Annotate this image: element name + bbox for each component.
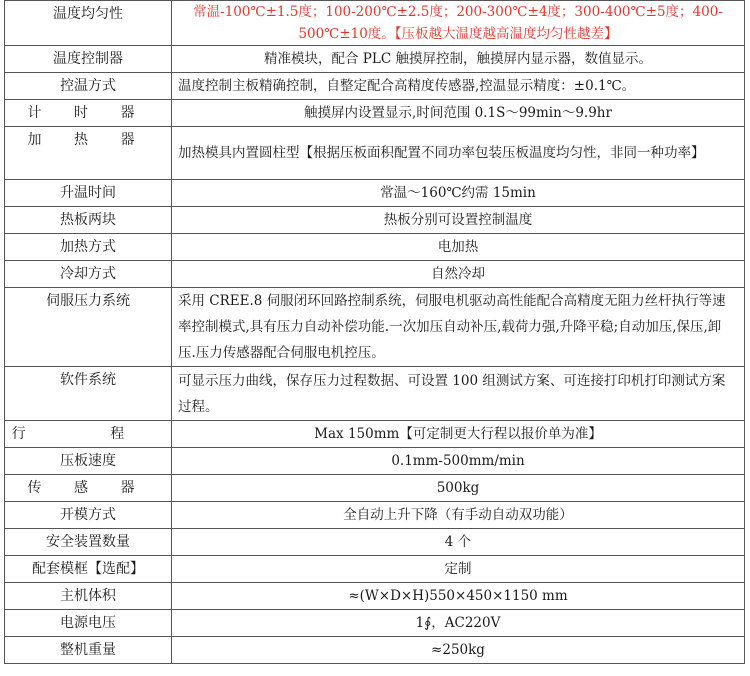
spec-table (4, 0, 745, 664)
spec-label: 加 热 器 (5, 127, 172, 180)
spec-label: 电源电压 (5, 610, 172, 637)
spec-value: 热板分别可设置控制温度 (172, 207, 745, 234)
spec-label: 伺服压力系统 (5, 288, 172, 367)
table-row (5, 127, 745, 180)
spec-value: 4 个 (172, 529, 745, 556)
table-row (5, 448, 745, 475)
spec-value: 触摸屏内设置显示,时间范围 0.1S～99min～9.9hr (172, 100, 745, 127)
spec-value: 500kg (172, 475, 745, 502)
spec-label: 温度均匀性 (5, 1, 172, 46)
spec-value: 采用 CREE.8 伺服闭环回路控制系统，伺服电机驱动高性能配合高精度无阻力丝杆执行等速率控制模式,具有压力自动补偿功能.一次加压自动补压,载荷力强,升降平稳;自动加压,保压,卸压.压力传感器配合伺服电机控压。 (172, 288, 745, 367)
spec-value: 常温～160℃约需 15min (172, 180, 745, 207)
table-row (5, 180, 745, 207)
spec-value: 温度控制主板精确控制，自整定配合高精度传感器,控温显示精度：±0.1℃。 (172, 73, 745, 100)
spec-value: 1∮，AC220V (172, 610, 745, 637)
spec-label: 传 感 器 (5, 475, 172, 502)
spec-label: 行 程 (5, 421, 172, 448)
spec-label: 压板速度 (5, 448, 172, 475)
table-row (5, 583, 745, 610)
table-row (5, 234, 745, 261)
spec-value: 精准模块，配合 PLC 触摸屏控制，触摸屏内显示器，数值显示。 (172, 46, 745, 73)
table-row (5, 529, 745, 556)
table-row (5, 421, 745, 448)
spec-label: 温度控制器 (5, 46, 172, 73)
spec-value: 加热模具内置圆柱型【根据压板面积配置不同功率包装压板温度均匀性，非同一种功率】 (172, 127, 745, 180)
table-row (5, 475, 745, 502)
spec-value: 定制 (172, 556, 745, 583)
table-row (5, 73, 745, 100)
table-row (5, 261, 745, 288)
spec-label: 主机体积 (5, 583, 172, 610)
spec-label: 安全装置数量 (5, 529, 172, 556)
spec-label: 软件系统 (5, 367, 172, 421)
table-row (5, 367, 745, 421)
spec-value: 全自动上升下降（有手动自动双功能） (172, 502, 745, 529)
spec-value: Max 150mm【可定制更大行程以报价单为准】 (172, 421, 745, 448)
table-row (5, 100, 745, 127)
spec-value: 电加热 (172, 234, 745, 261)
spec-label: 整机重量 (5, 637, 172, 664)
table-row (5, 556, 745, 583)
table-row (5, 288, 745, 367)
spec-label: 计 时 器 (5, 100, 172, 127)
spec-value: ≈(W×D×H)550×450×1150 mm (172, 583, 745, 610)
spec-value: 0.1mm-500mm/min (172, 448, 745, 475)
spec-label: 冷却方式 (5, 261, 172, 288)
spec-note: 【压板越大温度越高温度均匀性越差】 (394, 26, 618, 42)
spec-value: ≈250kg (172, 637, 745, 664)
spec-label: 升温时间 (5, 180, 172, 207)
spec-label: 热板两块 (5, 207, 172, 234)
table-row (5, 637, 745, 664)
spec-label: 加热方式 (5, 234, 172, 261)
table-row (5, 207, 745, 234)
table-row (5, 502, 745, 529)
spec-label: 配套模框【选配】 (5, 556, 172, 583)
spec-value: 自然冷却 (172, 261, 745, 288)
spec-value-text: 常温-100℃±1.5度；100-200℃±2.5度；200-300℃±4度；300-400℃±5度；400-500℃±10度。 (193, 4, 723, 42)
table-row (5, 610, 745, 637)
table-row (5, 46, 745, 73)
table-row (5, 1, 745, 46)
spec-label: 开模方式 (5, 502, 172, 529)
spec-value: 可显示压力曲线，保存压力过程数据、可设置 100 组测试方案、可连接打印机打印测试方案过程。 (172, 367, 745, 421)
spec-label: 控温方式 (5, 73, 172, 100)
spec-value (172, 1, 745, 46)
